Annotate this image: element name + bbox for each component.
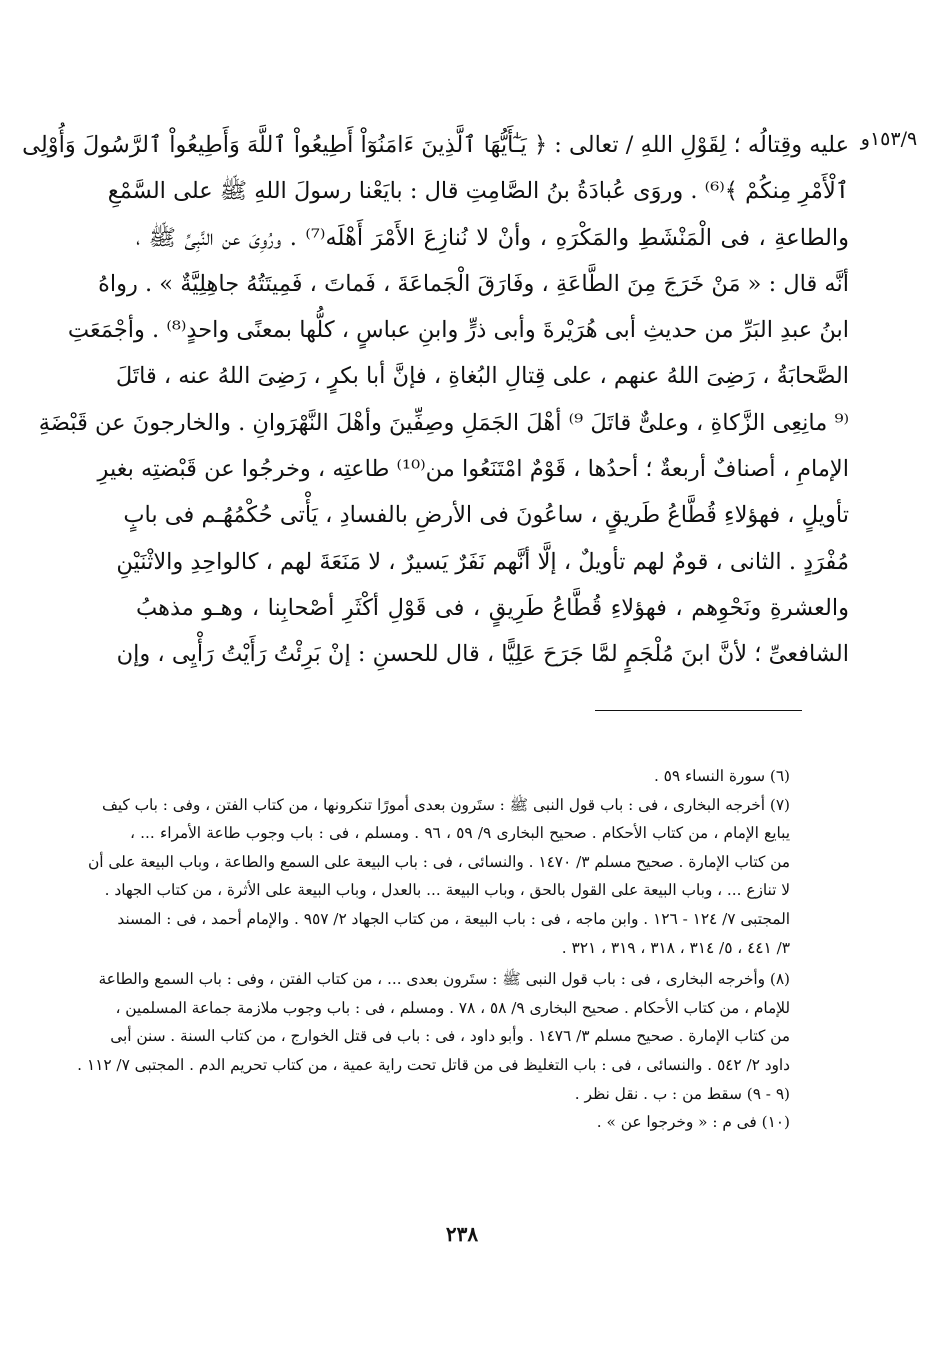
text-line: ⁽⁹ مانِعِى الزَّكاةِ ، وعلىٌّ قاتَلَ ⁹⁾ أهْلَ الجَمَلِ وصِفِّينَ وأهْلَ النَّهْرَوانِ . والخارجونَ عن قَبْضَةِ [38,409,849,436]
footnote-line: (١٠) فى م : « وخرجوا عن » . [596,1113,790,1132]
footnote-line: من كتاب الإمارة . صحيح مسلم ٣/ ١٤٧٠ . والنسائى ، فى : باب البيعة على السمع والطاعة ، وباب البيعة على أن [88,852,790,871]
text-line: أنَّه قال : « مَنْ خَرَجَ مِنَ الطَّاعَةِ ، وفَارَقَ الْجَماعَةَ ، فَماتَ ، فَمِيتَتُهُ جاهِلِيَّةٌ » . رواهُ [98,270,849,297]
page-number: ٢٣٨ [445,1222,479,1246]
footnote-line: داود ٢/ ٥٤٢ . والنسائى ، فى : باب التغليظ فى من قاتل تحت راية عمية ، من كتاب تحريم الدم . المجتبى ٧/ ١١٢ . [77,1055,790,1074]
text-line: ابنُ عبدِ البَرِّ من حديثِ أبى هُرَيْرةَ وأبى ذرٍّ وابنِ عباسٍ ، كلُّها بمعنًى واحدٍ⁽⁸⁾ . وأجْمَعَتِ [67,317,849,344]
text-line: الإمامِ ، أصنافٌ أربعةٌ ؛ أحدُها ، قَوْمٌ امْتَنَعُوا من⁽¹⁰⁾ طاعتِه ، وخرجُوا عن قَبْضتِه بغيرِ [97,456,849,483]
margin-manuscript-reference: ١٥٣/٩و [860,128,918,150]
text-line: الصَّحابَةُ ، رَضِىَ اللهُ عنهم ، على قِتالِ البُغاةِ ، فإنَّ أبا بكرٍ ، رَضِىَ اللهُ عنه ، قاتَلَ [115,363,849,390]
footnote-line: (٩ - ٩) سقط من : ب . نقل نظر . [574,1084,790,1103]
text-line: والعشرةِ ونَحْوِهم ، فهؤلاءِ قُطَّاعُ طَرِيقٍ ، فى قَوْلِ أكْثَرِ أصْحابِنا ، وهـو مذهبُ [136,594,849,621]
footnote-line: لا تنازع ... ، وباب البيعة على القول بالحق ، وباب البيعة ... بالعدل ، وباب البيعة على الأثرة ، من كتاب الجهاد . [104,881,790,900]
footnote-line: ٣/ ٤٤١ ، ٥/ ٣١٤ ، ٣١٨ ، ٣١٩ ، ٣٢١ . [561,938,790,957]
footnote-10 [130,1108,790,1137]
main-text [22,122,849,678]
text-line: عليه وقِتالُه ؛ لِقَوْلِ اللهِ / تعالى : ﴿ يَـٰٓأَيُّهَا ٱلَّذِينَ ءَامَنُوٓاْ أَطِيعُواْ ٱللَّهَ وَأَطِيعُواْ ٱلرَّسُولَ وَأُوْلِى [22,132,849,158]
footnote-line: للإمام ، من كتاب الأحكام . صحيح البخارى ٩/ ٥٨ ، ٧٨ . ومسلم ، فى : باب وجوب ملازمة جماعة المسلمين ، [115,998,790,1017]
footnote-9 [130,1080,790,1109]
footnote-line: (٦) سورة النساء ٥٩ . [653,767,790,785]
text-line: والطاعةِ ، فى الْمَنْشَطِ والمَكْرَهِ ، وأنْ لا نُنازِعَ الأَمْرَ أَهْلَه⁽⁷⁾ . ورُوِىَ عن النَّبِىِّ ﷺ ، [136,224,849,251]
footnotes [77,762,790,1137]
footnote-separator [595,710,802,711]
text-line: تأويلٍ ، فهؤلاءِ قُطَّاعُ طَريقٍ ، ساعُونَ فى الأرضِ بالفسادِ ، يَأْتى حُكْمُهُـم فى بابٍ [123,502,849,529]
footnote-line: من كتاب الإمارة . صحيح مسلم ٣/ ١٤٧٦ . وأبو داود ، فى : باب فى قتل الخوارج ، من كتاب السنة . سنن أبى [110,1027,790,1046]
footnote-line: (٧) أخرجه البخارى ، فى : باب قول النبى ﷺ : ستَرون بعدى أمورًا تنكرونها ، من كتاب الفتن ، وفى : باب كيف [101,795,790,814]
footnote-7 [88,791,790,963]
text-line: ٱلْأَمْرِ مِنكُمْ ﴾⁽⁶⁾ . وروَى عُبادَةُ بنُ الصَّامِتِ قال : بايَعْنا رسولَ اللهِ ﷺ على السَّمْعِ [107,178,849,205]
text-line: الشافعىِّ ؛ لأنَّ ابنَ مُلْجَمٍ لمَّا جَرَحَ عَلِيًّا ، قال للحسنِ : إنْ بَرِئْتُ رَأَيْتُ رَأْيِى ، وإن [116,641,849,668]
text-line: مُفْرَدٍ . الثانى ، قومٌ لهم تأويلٌ ، إلَّا أنَّهم نَفَرٌ يَسيرٌ ، لا مَنَعَةَ لهم ، كالواحِدِ والاثْنَيْنِ [116,548,849,575]
footnote-6 [130,762,790,791]
footnote-line: يبايع الإمام ، من كتاب الأحكام . صحيح البخارى ٩/ ٥٩ ، ٩٦ . ومسلم ، فى : باب وجوب طاعة الأمراء ... ، [130,824,790,843]
footnote-8 [77,965,790,1079]
footnote-line: (٨) وأخرجه البخارى ، فى : باب قول النبى ﷺ : ستَرون بعدى ... ، من كتاب الفتن ، وفى : باب السمع والطاعة [98,970,790,989]
footnote-line: المجتبى ٧/ ١٢٤ - ١٢٦ . وابن ماجه ، فى : باب البيعة ، من كتاب الجهاد ٢/ ٩٥٧ . والإمام أحمد ، فى : المسند [117,909,790,928]
